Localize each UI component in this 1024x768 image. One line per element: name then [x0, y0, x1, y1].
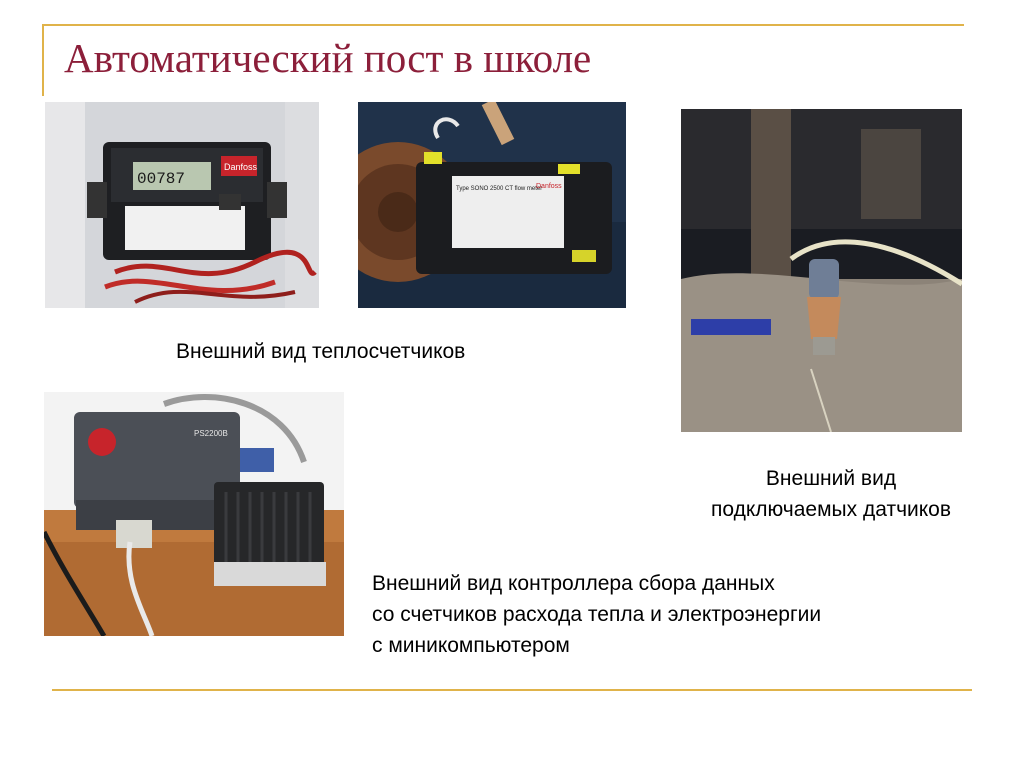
meter-brand: Danfoss — [224, 162, 258, 172]
caption-controller — [372, 568, 821, 661]
caption-sensors — [684, 463, 978, 525]
caption-sensors-line-1: Внешний вид — [765, 467, 897, 490]
controller-model-label: PS2200B — [194, 429, 228, 438]
caption-heat-meters-line: Внешний вид теплосчетчиков — [176, 340, 466, 363]
side-divider — [42, 24, 44, 96]
photo-sensors — [681, 109, 962, 432]
photo-heat-meter — [45, 102, 319, 308]
caption-controller-line-3: с миникомпьютером — [372, 634, 570, 657]
flow-meter-brand: Danfoss — [536, 183, 562, 190]
slide-title: Автоматический пост в школе — [64, 35, 592, 81]
caption-sensors-line-2: подключаемых датчиков — [711, 498, 951, 521]
meter-display-value: 00787 — [137, 170, 186, 188]
caption-heat-meters — [176, 336, 465, 367]
caption-controller-line-2: со счетчиков расхода тепла и электроэнергии — [372, 603, 822, 626]
caption-controller-line-1: Внешний вид контроллера сбора данных — [372, 572, 775, 595]
top-divider — [42, 24, 964, 26]
photo-flow-meter — [358, 102, 626, 308]
photo-controller — [44, 392, 344, 636]
flow-meter-type: Type SONO 2500 CT flow meter — [456, 186, 543, 192]
bottom-divider — [52, 689, 972, 691]
